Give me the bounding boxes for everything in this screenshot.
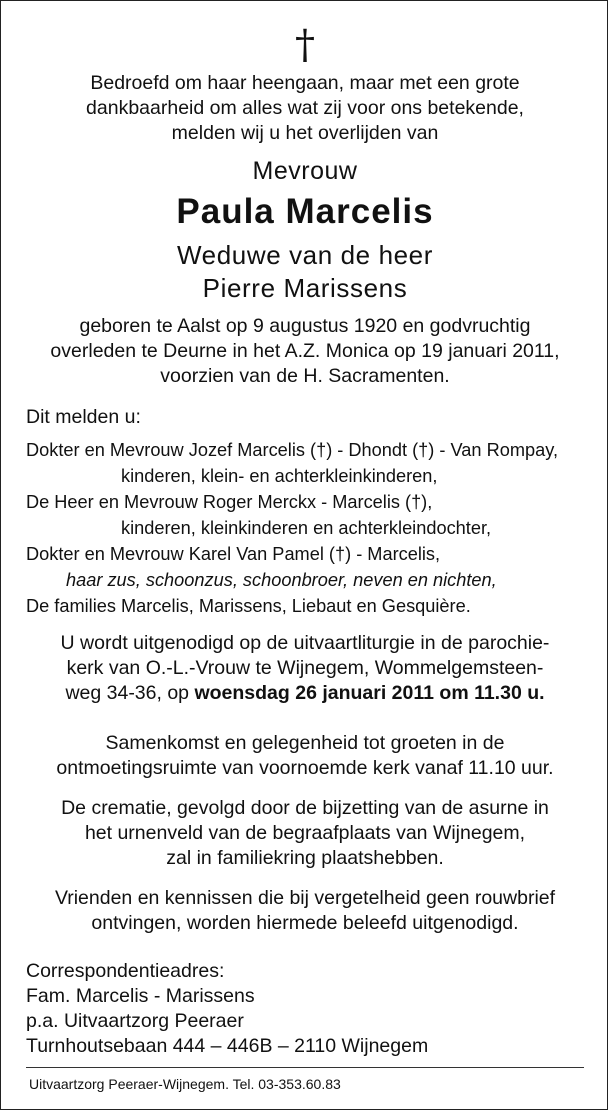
widow-line: Weduwe van de heer <box>176 240 434 270</box>
invitation-text: weg 34-36, op <box>65 682 195 704</box>
family-line: Dokter en Mevrouw Jozef Marcelis (†) - Dhondt (†) - Van Rompay, <box>26 440 558 460</box>
announce-label: Dit melden u: <box>26 406 141 428</box>
invitation-line: kerk van O.-L.-Vrouw te Wijnegem, Wommelgemsteen- <box>66 657 544 679</box>
birth-line: voorzien van de H. Sacramenten. <box>160 365 450 387</box>
correspondence-address <box>26 959 586 1059</box>
footer-divider <box>26 1067 584 1068</box>
family-line: De Heer en Mevrouw Roger Merckx - Marcelis (†), <box>26 492 433 512</box>
cremation-line: De crematie, gevolgd door de bijzetting van de asurne in <box>61 797 549 819</box>
gathering-line: ontmoetingsruimte van voornoemde kerk vanaf 11.10 uur. <box>56 757 554 779</box>
gathering-text <box>1 731 608 781</box>
funeral-invitation <box>1 631 608 706</box>
gathering-line: Samenkomst en gelegenheid tot groeten in de <box>105 732 505 754</box>
family-line: De families Marcelis, Marissens, Liebaut en Gesquière. <box>26 596 471 616</box>
widow-line: Pierre Marissens <box>202 273 408 303</box>
friends-line: ontvingen, worden hiermede beleefd uitgenodigd. <box>91 912 519 934</box>
footer-undertaker: Uitvaartzorg Peeraer-Wijnegem. Tel. 03-353.60.83 <box>29 1076 341 1092</box>
address-line: Turnhoutsebaan 444 – 446B – 2110 Wijnegem <box>26 1035 429 1057</box>
address-line: Correspondentieadres: <box>26 960 225 982</box>
family-line: Dokter en Mevrouw Karel Van Pamel (†) - Marcelis, <box>26 544 441 564</box>
address-line: p.a. Uitvaartzorg Peeraer <box>26 1010 244 1032</box>
family-list <box>26 437 596 619</box>
cremation-line: het urnenveld van de begraafplaats van Wijnegem, <box>84 822 526 844</box>
friends-text <box>1 886 608 936</box>
cross-symbol: † <box>295 22 315 68</box>
family-line-italic: haar zus, schoonzus, schoonbroer, neven en nichten, <box>66 570 497 590</box>
intro-line: Bedroefd om haar heengaan, maar met een grote <box>90 72 520 94</box>
intro-text <box>1 71 608 146</box>
salutation: Mevrouw <box>252 157 358 185</box>
intro-line: melden wij u het overlijden van <box>171 122 439 144</box>
family-line: kinderen, klein- en achterkleinkinderen, <box>121 466 438 486</box>
invitation-line <box>1 681 608 706</box>
deceased-name: Paula Marcelis <box>176 192 434 231</box>
birth-line: geboren te Aalst op 9 augustus 1920 en godvruchtig <box>79 315 531 337</box>
family-line: kinderen, kleinkinderen en achterkleindochter, <box>121 518 492 538</box>
birth-line: overleden te Deurne in het A.Z. Monica op 19 januari 2011, <box>50 340 560 362</box>
friends-line: Vrienden en kennissen die bij vergetelheid geen rouwbrief <box>54 887 556 909</box>
birth-death-details <box>1 314 608 389</box>
widow-of <box>1 239 608 305</box>
address-line: Fam. Marcelis - Marissens <box>26 985 255 1007</box>
invitation-line: U wordt uitgenodigd op de uitvaartliturgie in de parochie- <box>60 632 550 654</box>
cremation-text <box>1 796 608 871</box>
cremation-line: zal in familiekring plaatshebben. <box>166 847 444 869</box>
intro-line: dankbaarheid om alles wat zij voor ons betekende, <box>86 97 524 119</box>
funeral-date: woensdag 26 januari 2011 om 11.30 u. <box>194 682 545 704</box>
